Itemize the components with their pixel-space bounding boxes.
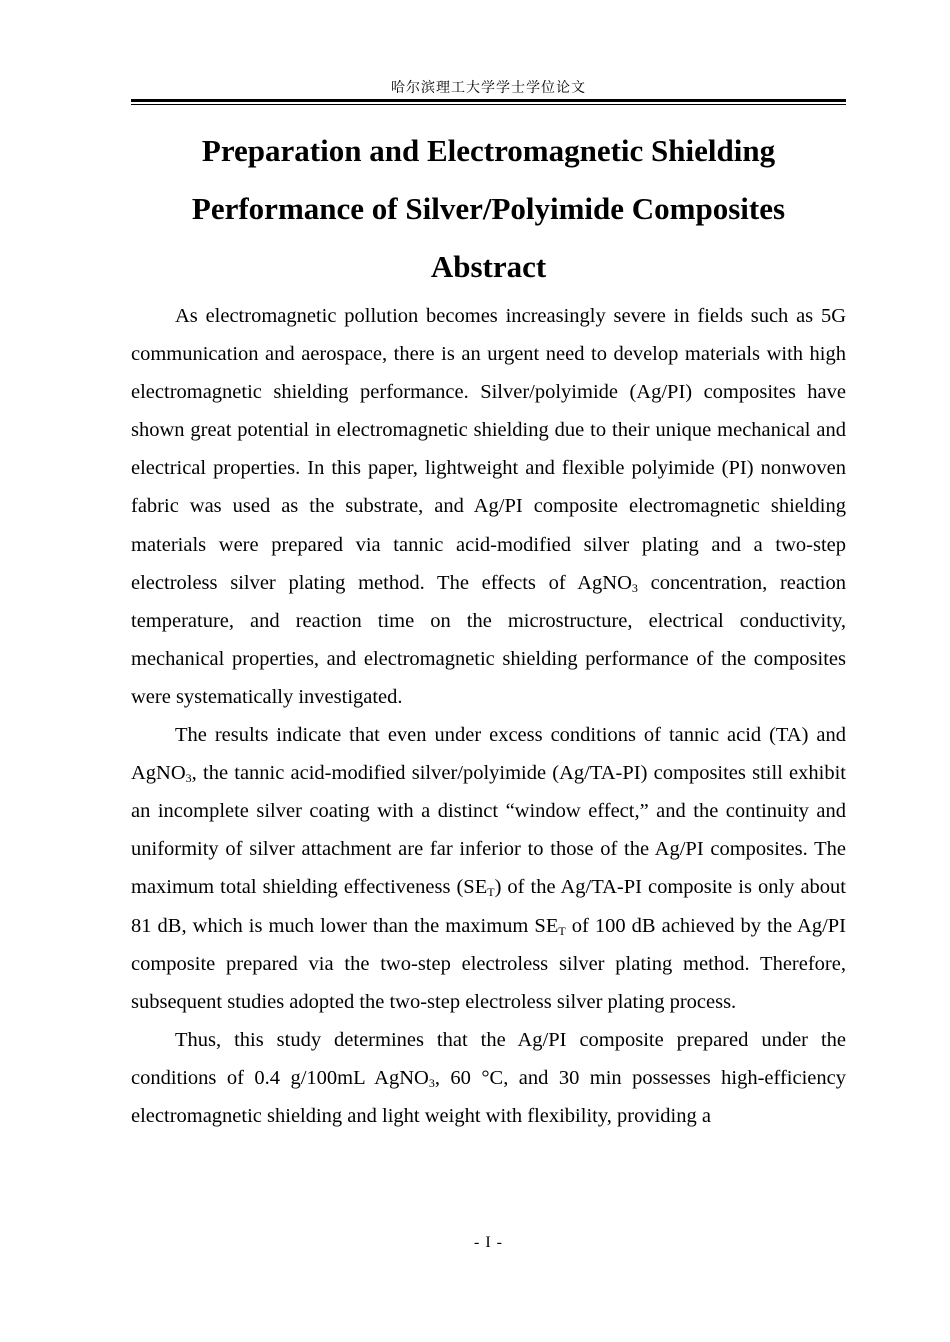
abstract-paragraph-1 <box>131 297 846 716</box>
paragraph-text: ) of the Ag/TA-PI composite is only about 81 dB, which is much lower than the maximum SE <box>131 876 846 937</box>
page-number: - I - <box>474 1234 503 1251</box>
subscript: 3 <box>631 580 638 595</box>
paragraph-text: As electromagnetic pollution becomes increasingly severe in fields such as 5G communication and aerospace, there is an urgent need to develop materials with high electromagnetic shielding performance. Silver/polyimide (Ag/PI) composites have shown great potential in electromagnetic shielding due to their unique mechanical and electrical properties. In this paper, lightweight and flexible polyimide (PI) nonwoven fabric was used as the substrate, and Ag/PI composite electromagnetic shielding materials were prepared via tannic acid-modified silver plating and a two-step electroless silver plating method. The effects of AgNO <box>131 305 846 594</box>
paragraph-text: of 100 dB achieved by the Ag/PI composite prepared via the two-step electroless silver plating method. Therefore, subsequent studies adopted the two-step electroless silver plating process. <box>131 914 847 1013</box>
title-line-2: Performance of Silver/Polyimide Composites <box>191 191 786 226</box>
abstract-paragraph-3 <box>131 1021 846 1135</box>
paragraph-text: The results indicate that even under excess conditions of tannic acid (TA) and AgNO <box>131 724 846 785</box>
subscript: 3 <box>428 1075 435 1090</box>
abstract-body <box>131 297 846 1135</box>
subscript: T <box>558 923 566 938</box>
abstract-paragraph-2 <box>131 716 846 1021</box>
subscript: 3 <box>185 771 192 786</box>
abstract-heading: Abstract <box>430 249 547 284</box>
subscript: T <box>487 885 495 900</box>
paragraph-text: , the tannic acid-modified silver/polyimide (Ag/TA-PI) composites still exhibit an incomplete silver coating with a distinct “window effect,” and the continuity and uniformity of silver attachment are far inferior to those of the Ag/PI composites. The maximum total shielding effectiveness (SE <box>131 762 846 899</box>
paragraph-text: concentration, reaction temperature, and reaction time on the microstructure, electrical conductivity, mechanical properties, and electromagnetic shielding performance of the composites were systematically investigated. <box>131 571 846 708</box>
running-header: 哈尔滨理工大学学士学位论文 <box>391 80 586 96</box>
title-line-1: Preparation and Electromagnetic Shielding <box>201 133 776 168</box>
paragraph-text: , 60 °C, and 30 min possesses high-efficiency electromagnetic shielding and light weight with flexibility, providing a <box>131 1066 846 1127</box>
paper-title <box>131 122 846 296</box>
header-rule-thin <box>131 104 846 105</box>
paragraph-text: Thus, this study determines that the Ag/PI composite prepared under the conditions of 0.4 g/100mL AgNO <box>131 1028 846 1089</box>
header-rule-thick <box>131 99 846 102</box>
